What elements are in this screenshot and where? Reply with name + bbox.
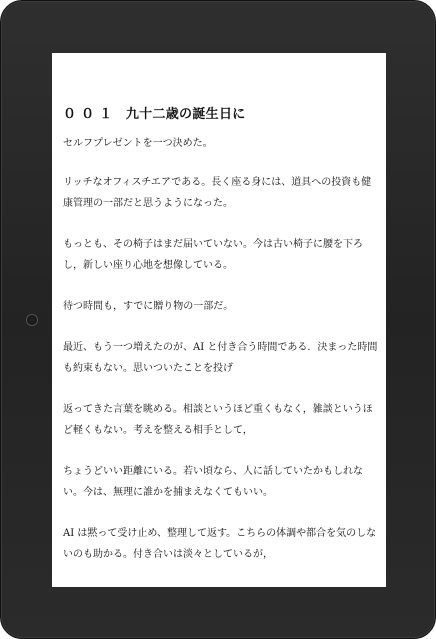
home-button[interactable]	[26, 314, 38, 326]
reader-paragraph: 返ってきた言葉を眺める。相談というほど重くもなく，雑談というほど軽くもない。考えを整える相手として，	[63, 404, 373, 436]
reader-paragraph: AI は黙って受け止め、整理して返す。こちらの体調や都合を気のしないのも助かる。付き合いは淡々としているが，	[63, 528, 377, 560]
reader-page-content	[63, 105, 381, 585]
reader-paragraph: セルフプレゼントを一つ決めた。	[63, 138, 213, 149]
reader-paragraph: もっとも、その椅子はまだ届いていない。今は古い椅子に腰を下ろし，新しい座り心地を想像している。	[63, 239, 363, 271]
reader-screen[interactable]	[52, 53, 386, 587]
chapter-title: ０ ０ １ 九十二歳の誕生日に	[63, 107, 246, 122]
reader-paragraph: ちょうどいい距離にいる。若い頃なら、人に話していたかもしれない。今は、無理に誰かを捕まえなくてもいい。	[63, 466, 363, 498]
reader-paragraph: リッチなオフィスチエアである。長く座る身には、道具への投資も健康管理の一部だと思うようになった。	[63, 177, 372, 209]
reader-paragraph: 最近、もう一つ増えたのが、AI と付き合う時間である．決まった時間も約束もない。思いついたことを投げ	[63, 342, 378, 374]
reader-paragraph: 待つ時間も，すでに贈り物の一部だ。	[63, 301, 234, 312]
